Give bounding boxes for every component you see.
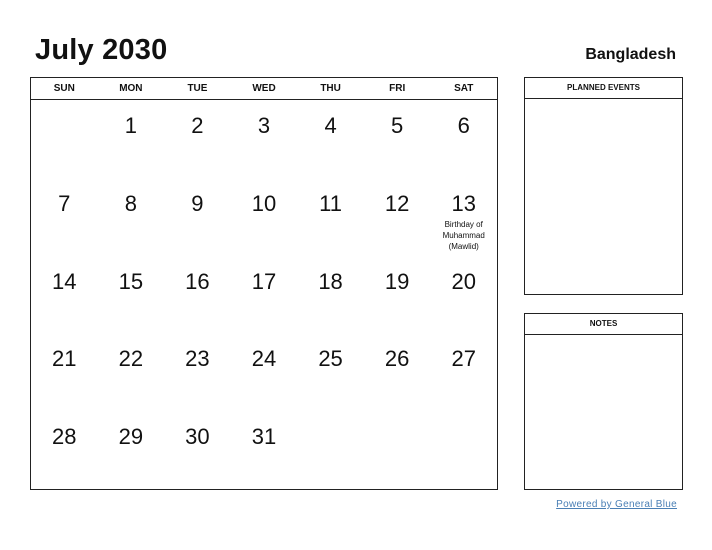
day-cell xyxy=(98,333,165,411)
day-number xyxy=(430,411,497,424)
powered-by-link[interactable]: Powered by General Blue xyxy=(556,499,677,510)
day-number: 30 xyxy=(185,424,210,450)
holiday-label: Birthday of Muhammad (Mawlid) xyxy=(442,219,485,251)
day-cell xyxy=(31,100,98,178)
day-cell xyxy=(297,411,364,489)
day-cell xyxy=(98,100,165,178)
day-cell xyxy=(31,256,98,334)
day-number: 18 xyxy=(318,268,343,294)
day-number: 9 xyxy=(191,190,204,216)
day-number: 16 xyxy=(185,268,210,294)
day-number: 15 xyxy=(118,268,144,294)
notes-heading: NOTES xyxy=(525,314,682,335)
day-cell xyxy=(364,256,431,334)
day-number: 29 xyxy=(118,424,144,450)
day-cell xyxy=(98,178,165,256)
day-cell xyxy=(231,178,298,256)
day-cell xyxy=(297,256,364,334)
day-cell xyxy=(164,178,231,256)
day-cell xyxy=(31,178,98,256)
day-cell xyxy=(98,256,165,334)
weekday-tue: TUE xyxy=(187,83,208,94)
day-cell xyxy=(430,178,497,256)
day-number: 25 xyxy=(318,346,343,372)
day-number: 27 xyxy=(451,346,476,372)
weekday-sat: SAT xyxy=(454,83,474,94)
day-cell xyxy=(31,411,98,489)
day-number xyxy=(364,411,431,424)
day-cell xyxy=(430,100,497,178)
day-number: 31 xyxy=(251,424,277,450)
day-cell xyxy=(231,333,298,411)
day-number: 2 xyxy=(191,113,204,138)
day-number: 11 xyxy=(319,190,342,216)
day-cell xyxy=(231,256,298,334)
day-cell xyxy=(430,256,497,334)
day-number: 1 xyxy=(124,113,137,138)
day-cell xyxy=(430,333,497,411)
day-cell xyxy=(31,333,98,411)
day-number: 13 xyxy=(451,190,476,216)
day-cell xyxy=(164,256,231,334)
weekday-wed: WED xyxy=(252,83,276,94)
day-number: 21 xyxy=(52,346,77,372)
day-number: 14 xyxy=(52,268,77,294)
country-label: Bangladesh xyxy=(585,46,676,63)
weekday-thu: THU xyxy=(320,83,341,94)
day-cell xyxy=(164,333,231,411)
day-number: 20 xyxy=(451,268,476,294)
day-cell xyxy=(164,411,231,489)
planned-events-heading: PLANNED EVENTS xyxy=(525,78,682,99)
day-number: 3 xyxy=(257,113,271,138)
weekday-sun: SUN xyxy=(53,83,75,94)
page-title: July 2030 xyxy=(35,34,168,66)
day-number: 10 xyxy=(251,190,277,216)
day-number: 28 xyxy=(52,424,77,450)
day-number: 17 xyxy=(251,268,277,294)
day-number xyxy=(297,411,364,424)
day-cell xyxy=(231,100,298,178)
day-cell xyxy=(164,100,231,178)
notes-panel xyxy=(524,313,683,490)
weekday-mon: MON xyxy=(119,83,143,94)
calendar-grid xyxy=(30,77,498,490)
day-cell xyxy=(364,178,431,256)
day-cell xyxy=(297,333,364,411)
day-cell xyxy=(364,100,431,178)
day-number: 24 xyxy=(251,346,277,372)
day-number: 23 xyxy=(185,346,210,372)
day-cell xyxy=(231,411,298,489)
day-grid xyxy=(31,100,497,489)
day-number: 26 xyxy=(384,346,410,372)
planned-events-panel xyxy=(524,77,683,295)
day-cell xyxy=(297,178,364,256)
day-cell xyxy=(297,100,364,178)
day-cell xyxy=(364,411,431,489)
day-number: 12 xyxy=(384,190,410,216)
day-number: 7 xyxy=(58,190,71,216)
day-number: 4 xyxy=(324,113,337,138)
day-cell xyxy=(430,411,497,489)
day-cell xyxy=(364,333,431,411)
weekday-header-row xyxy=(31,78,497,100)
weekday-fri: FRI xyxy=(389,83,406,94)
day-number: 19 xyxy=(384,268,410,294)
day-number xyxy=(31,100,98,113)
day-number: 8 xyxy=(124,190,137,216)
day-number: 22 xyxy=(118,346,144,372)
day-cell xyxy=(98,411,165,489)
day-number: 5 xyxy=(391,113,404,138)
day-number: 6 xyxy=(457,113,470,138)
